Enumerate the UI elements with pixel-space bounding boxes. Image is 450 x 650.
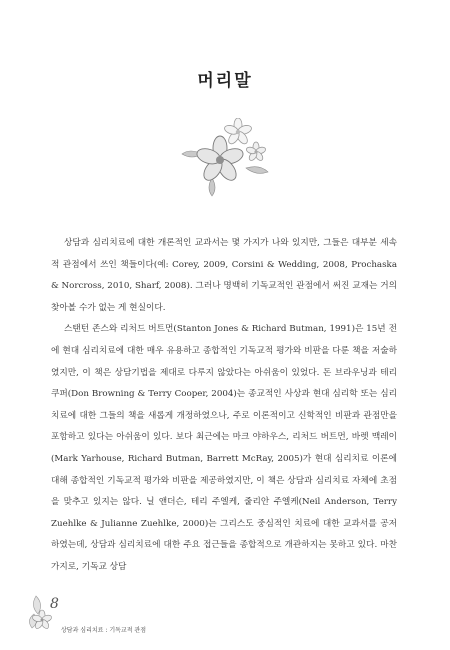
page-number: 8 bbox=[50, 596, 59, 612]
flower-ornament-icon bbox=[172, 118, 282, 198]
paragraph: 상담과 심리치료에 대한 개론적인 교과서는 몇 가지가 나와 있지만, 그들은 대부분 세속적 관점에서 쓰인 책들이다(예: Corey, 2009, Corsini & Wedding, 2008, Prochaska & Norcross, 2010, Sharf, 2008). 그러나 명백히 기독교적인 관점에서 써진 교재는 거의 찾아볼 수가 없는 게 현실이다. bbox=[51, 238, 397, 313]
preface-body bbox=[51, 233, 397, 579]
page-title: 머리말 bbox=[197, 71, 253, 91]
running-head: 상담과 심리치료 : 기독교적 관점 bbox=[61, 627, 146, 634]
paragraph: 스탠턴 존스와 리처드 버트먼(Stanton Jones & Richard Butman, 1991)은 15년 전에 현대 심리치료에 대한 매우 유용하고 종합적인 기독교적 평가와 비판을 다룬 책을 저술하였지만, 이 책은 상담기법을 제대로 다루지 않았다는 아쉬움이 있었다. 돈 브라우닝과 테리 쿠퍼(Don Browning & Terry Cooper, 2004)는 종교적인 사상과 현대 심리학 또는 심리치료에 대한 그들의 책을 새롭게 개정하였으나, 주로 이론적이고 신학적인 비판과 관점만을 포함하고 있다는 아쉬움이 있다. 보다 최근에는 마크 야하우스, 리처드 버트먼, 바렛 맥레이(Mark Yarhouse, Richard Butman, Barrett McRay, 2005)가 현대 심리치료 이론에 대해 종합적인 기독교적 평가와 비판을 제공하였지만, 이 책은 상담과 심리치료 자체에 초점을 맞추고 있지는 않다. 닐 앤더슨, 테리 주엘케, 줄리안 주엘케(Neil Anderson, Terry Zuehlke & Julianne Zuehlke, 2000)는 그리스도 중심적인 치료에 대한 교과서를 공저하였는데, 상담과 심리치료에 대한 주요 접근들을 종합적으로 개관하지는 못하고 있다. 마찬가지로, 기독교 상담 bbox=[51, 324, 397, 572]
